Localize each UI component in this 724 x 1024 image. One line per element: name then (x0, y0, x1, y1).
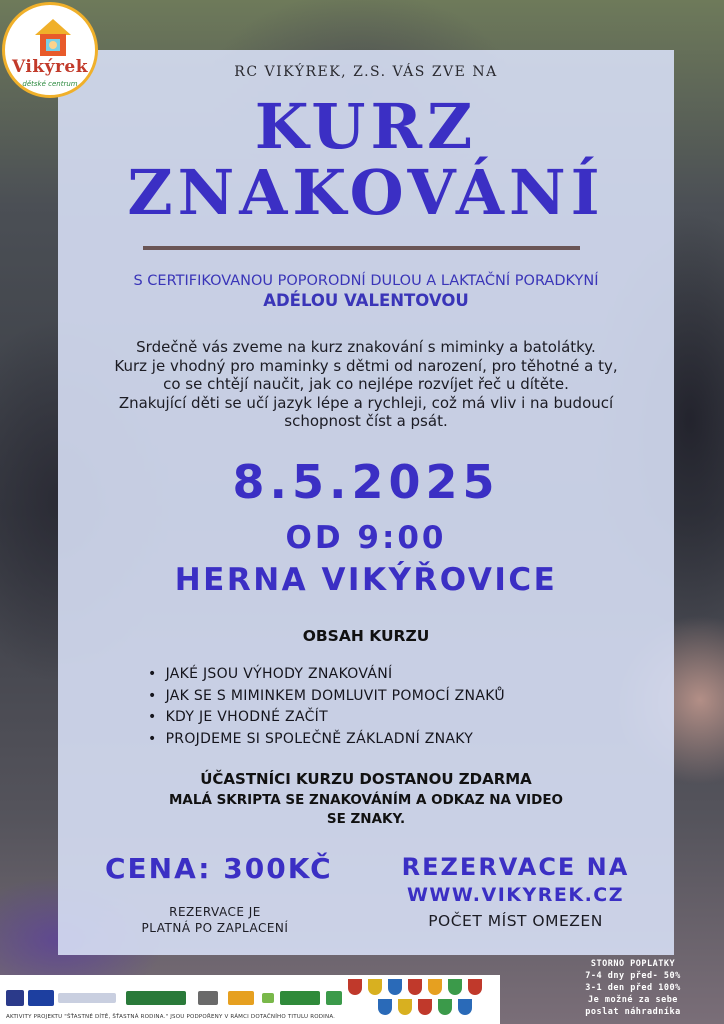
list-item: • PROJDEME SI SPOLEČNĚ ZÁKLADNÍ ZNAKY (148, 729, 505, 751)
coat-of-arms-icon (468, 979, 482, 995)
event-date: 8.5.2025 (232, 455, 500, 509)
reservation-label: REZERVACE NA (401, 853, 630, 881)
description-line: Kurz je vhodný pro maminky s dětmi od narození, pro těhotné a ty, (114, 356, 618, 375)
accessibility-icon (6, 990, 24, 1006)
bonus-line: SE ZNAKY. (326, 811, 406, 827)
price: CENA: 300KČ (105, 852, 333, 885)
olomoucky-kraj-logo (126, 991, 186, 1005)
storno-line: 7-4 dny před- 50% (585, 971, 681, 981)
title-line-1: KURZ (254, 90, 478, 163)
lecturer-intro: S CERTIFIKOVANOU POPORODNÍ DULOU A LAKTAČNÍ PORADKYNÍ (133, 273, 599, 289)
coat-of-arms-icon (388, 979, 402, 995)
logo-subtitle: dětské centrum (22, 80, 78, 88)
futurpol-logo (280, 991, 320, 1005)
coat-of-arms-icon (408, 979, 422, 995)
coat-of-arms-icon (438, 999, 452, 1015)
ministry-logo (198, 991, 218, 1005)
bonus-heading: ÚČASTNÍCI KURZU DOSTANOU ZDARMA (200, 770, 532, 788)
course-content-heading: OBSAH KURZU (302, 627, 430, 645)
title-divider (143, 246, 580, 250)
coat-of-arms-icon (378, 999, 392, 1015)
list-item: • KDY JE VHODNÉ ZAČÍT (148, 707, 505, 729)
invitation-line: RC VIKÝREK, Z.S. VÁS ZVE NA (234, 64, 498, 80)
list-item: • JAK SE S MIMINKEM DOMLUVIT POMOCÍ ZNAKŮ (148, 686, 505, 708)
storno-line: poslat náhradníka (585, 1007, 681, 1017)
coat-of-arms-icon (398, 999, 412, 1015)
capacity-note: POČET MÍST OMEZEN (428, 912, 603, 930)
description-line: Znakující děti se učí jazyk lépe a rychleji, což má vliv i na budoucí (118, 393, 614, 412)
storno-title: STORNO POPLATKY (590, 959, 676, 969)
bonus-text (58, 791, 674, 829)
title-line-2: ZNAKOVÁNÍ (127, 156, 605, 229)
coat-of-arms-icon (348, 979, 362, 995)
storno-line: Je možné za sebe (588, 995, 678, 1005)
plant-logo (262, 993, 274, 1003)
description-line: Srdečně vás zveme na kurz znakování s miminky a batolátky. (136, 338, 596, 356)
payment-note-line: PLATNÁ PO ZAPLACENÍ (141, 921, 289, 935)
lecturer-name: ADÉLOU VALENTOVOU (263, 291, 469, 310)
coat-of-arms-icon (448, 979, 462, 995)
vikyrek-logo[interactable] (2, 2, 98, 98)
house-icon (31, 15, 75, 59)
payment-note-line: REZERVACE JE (169, 905, 261, 919)
event-place: HERNA VIKÝŘOVICE (174, 562, 558, 598)
payment-note (135, 904, 295, 936)
description (58, 338, 674, 431)
description-line: schopnost číst a psát. (284, 412, 448, 430)
coat-of-arms-icon (418, 999, 432, 1015)
coat-of-arms-icon (458, 999, 472, 1015)
course-content-list (148, 664, 505, 750)
coat-of-arms-icon (428, 979, 442, 995)
website-link[interactable]: WWW.VIKYREK.CZ (406, 884, 625, 906)
logo-text: Vikýrek (11, 57, 89, 77)
coat-of-arms-icon (368, 979, 382, 995)
list-item: • JAKÉ JSOU VÝHODY ZNAKOVÁNÍ (148, 664, 505, 686)
description-line: co se chtějí naučit, jak co nejlépe rozvíjet řeč u dítěte. (163, 375, 569, 393)
eu-text-icon (58, 993, 116, 1003)
delfort-logo (326, 991, 342, 1005)
uno-logo (228, 991, 254, 1005)
bonus-line: MALÁ SKRIPTA SE ZNAKOVÁNÍM A ODKAZ NA VIDEO (168, 792, 564, 808)
cancellation-fees (544, 958, 722, 1018)
eu-flag-icon (28, 990, 54, 1006)
event-time: OD 9:00 (285, 520, 447, 556)
storno-line: 3-1 den před 100% (585, 983, 681, 993)
sponsor-text: AKTIVITY PROJEKTU "ŠŤASTNÉ DÍTĚ, ŠŤASTNÁ RODINA." JSOU PODPOŘENY V RÁMCI DOTAČNÍHO TITULU RODINA. (6, 1014, 336, 1020)
